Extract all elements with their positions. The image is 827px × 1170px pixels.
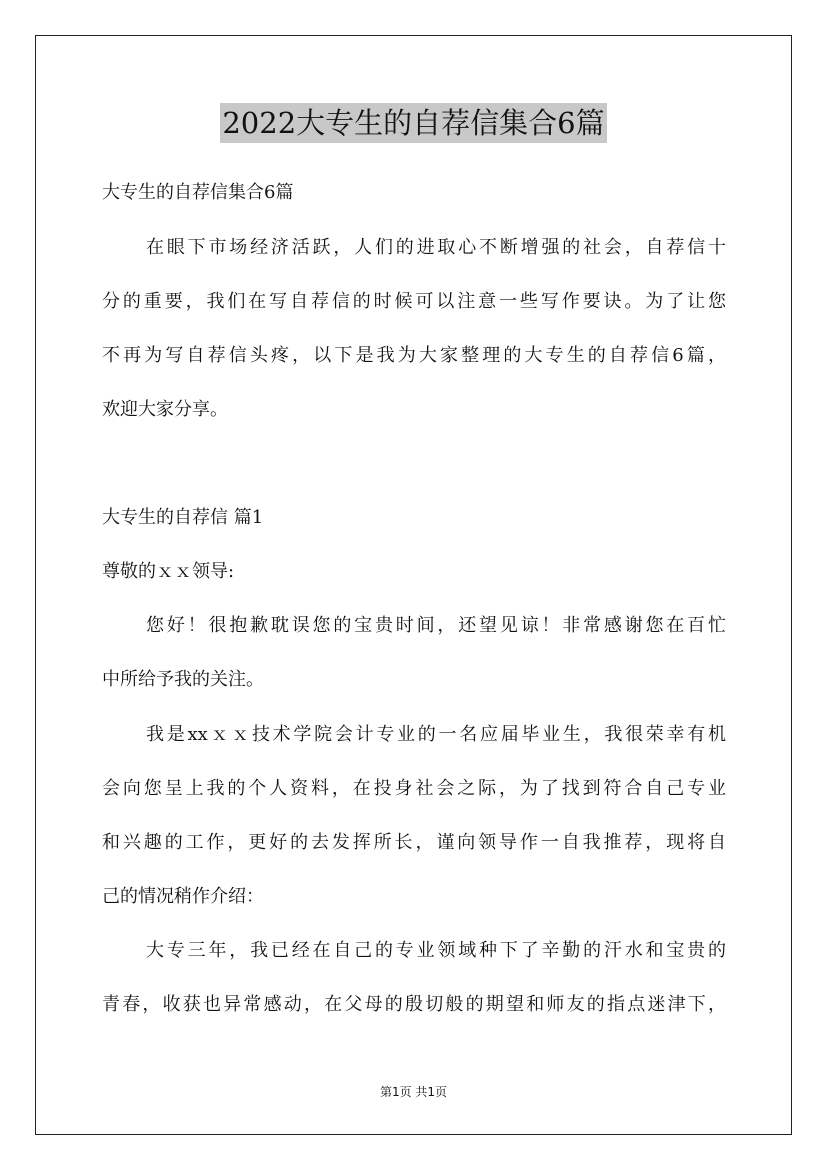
para2-line-1: 我是xxｘｘ技术学院会计专业的一名应届毕业生，我很荣幸有机 [146, 724, 726, 745]
para2-line-2: 会向您呈上我的个人资料，在投身社会之际，为了找到符合自己专业 [102, 778, 726, 799]
intro-line-1: 在眼下市场经济活跃，人们的进取心不断增强的社会，自荐信十 [146, 237, 726, 258]
para3-line-1: 大专三年，我已经在自己的专业领域种下了辛勤的汗水和宝贵的 [146, 940, 726, 961]
para1-line-1: 您好！很抱歉耽误您的宝贵时间，还望见谅！非常感谢您在百忙 [146, 615, 726, 636]
page-footer: 第1页 共1页 [379, 1085, 448, 1099]
title-container [0, 103, 827, 143]
para3-line-2: 青春，收获也异常感动，在父母的殷切般的期望和师友的指点迷津下， [102, 994, 726, 1015]
salutation: 尊敬的ｘｘ领导: [102, 561, 235, 582]
intro-line-2: 分的重要，我们在写自荐信的时候可以注意一些写作要诀。为了让您 [102, 291, 726, 312]
subtitle: 大专生的自荐信集合6篇 [102, 182, 294, 203]
para2-line-4: 己的情况稍作介绍： [102, 886, 264, 907]
intro-line-4: 欢迎大家分享。 [102, 399, 228, 420]
para1-line-2: 中所给予我的关注。 [102, 669, 264, 690]
page-title: 2022大专生的自荐信集合6篇 [220, 103, 606, 143]
para2-line-3: 和兴趣的工作，更好的去发挥所长，谨向领导作一自我推荐，现将自 [102, 832, 726, 853]
intro-line-3: 不再为写自荐信头疼，以下是我为大家整理的大专生的自荐信6篇， [102, 345, 726, 366]
section-heading: 大专生的自荐信 篇1 [102, 507, 264, 528]
